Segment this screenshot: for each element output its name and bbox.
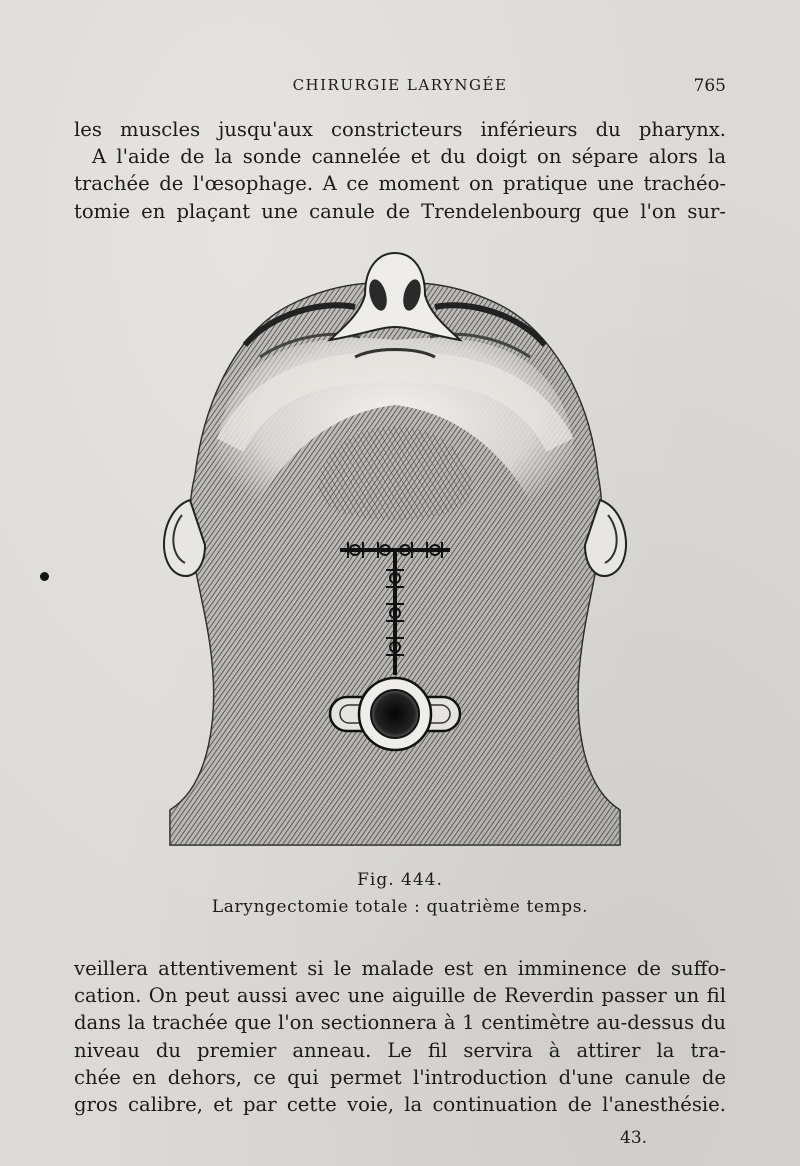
text-line: dans la trachée que l'on sectionnera à 1 centimètre au-dessus du [74, 1011, 726, 1035]
text-line: tomie en plaçant une canule de Trendelenbourg que l'on sur- [74, 199, 726, 223]
text-line: les muscles jusqu'aux constricteurs inférieurs du pharynx. [74, 118, 726, 141]
text-line: chée en dehors, ce qui permet l'introduction d'une canule de [74, 1065, 726, 1089]
text-line: gros calibre, et par cette voie, la continuation de l'anesthésie. [74, 1092, 726, 1116]
signature-mark: 43. [620, 1128, 648, 1148]
paragraph-bottom [74, 955, 726, 1118]
running-head [74, 74, 726, 98]
figure-label: Fig. 444. [357, 870, 443, 890]
figure-illustration [150, 245, 640, 855]
page-number: 765 [693, 76, 726, 96]
figure-caption: Laryngectomie totale : quatrième temps. [211, 897, 589, 917]
text-line: A l'aide de la sonde cannelée et du doigt on sépare alors la [92, 145, 726, 169]
text-line: niveau du premier anneau. Le fil servira à attirer la tra- [74, 1038, 726, 1062]
text-line: veillera attentivement si le malade est en imminence de suffo- [74, 957, 726, 980]
text-line: cation. On peut aussi avec une aiguille de Reverdin passer un fil [74, 984, 726, 1008]
text-line: trachée de l'œsophage. A ce moment on pratique une trachéo- [74, 172, 726, 196]
ink-speck [40, 572, 49, 581]
running-title: CHIRURGIE LARYNGÉE [292, 76, 508, 94]
paragraph-top [74, 116, 726, 225]
